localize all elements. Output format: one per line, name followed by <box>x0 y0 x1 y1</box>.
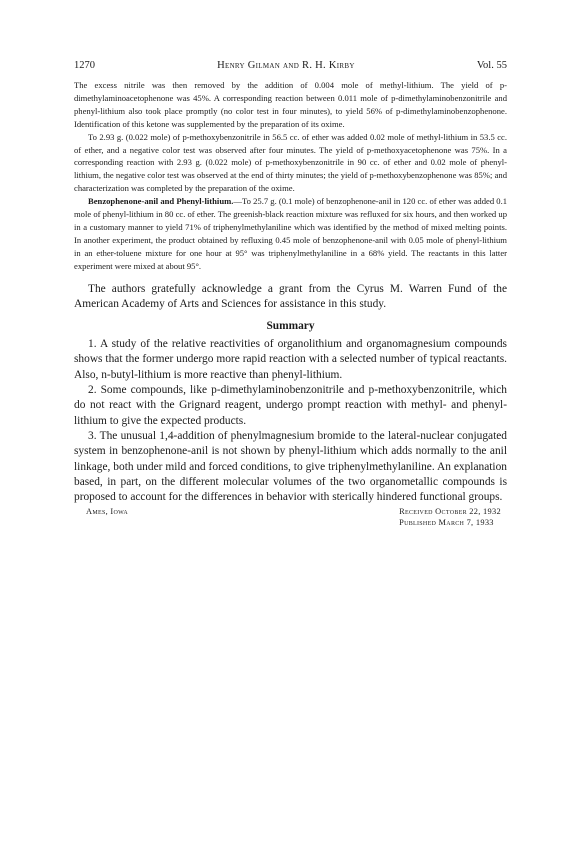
paragraph-benzophenone-anil <box>74 195 507 272</box>
running-head <box>74 60 507 71</box>
paragraph-nitrile-removal: The excess nitrile was then removed by the addition of 0.004 mole of methyl-lithium. The yield of p-dimethylaminoacetophenone was 45%. A corresponding reaction between 0.011 mole of p-dimethylaminobenzonitrile and phenyl-lithium also took place promptly (no color test in four minutes), to yield 56% of p-dimethylaminobenzophenone. Identification of this ketone was supplemented by the preparation of its oxime. <box>74 80 507 129</box>
acknowledgment: The authors gratefully acknowledge a grant from the Cyrus M. Warren Fund of the American Academy of Arts and Sciences for assistance in this study. <box>74 282 507 310</box>
journal-page <box>74 60 507 528</box>
summary-item-1: 1. A study of the relative reactivities of organolithium and organomagnesium compounds shows that the former undergo more rapid reaction with a selected number of typical reactants. Also, n-butyl-lithium is more reactive than phenyl-lithium. <box>74 338 507 381</box>
summary-heading: Summary <box>266 320 315 333</box>
footer <box>74 506 507 528</box>
footer-location: Ames, Iowa <box>86 507 129 517</box>
footer-dates <box>399 506 507 528</box>
volume-number: Vol. 55 <box>476 60 507 71</box>
page-number: 1270 <box>74 60 95 71</box>
benzophenone-anil-text: —To 25.7 g. (0.1 mole) of benzophenone-anil in 120 cc. of ether was added 0.1 mole of phenyl-lithium in 80 cc. of ether. The greenish-black reaction mixture was refluxed for six hours, and then worked up in a customary manner to yield 71% of triphenylmethylaniline which was identified by the method of mixed melting points. In another experiment, the product obtained by refluxing 0.45 mole of benzophenone-anil with 0.05 mole of phenyl-lithium in an ether-toluene mixture for one hour at 95° was triphenylmethylaniline in a 68% yield. The reactants in this latter experiment were mixed at about 95°. <box>74 196 508 271</box>
summary-item-2: 2. Some compounds, like p-dimethylaminobenzonitrile and p-methoxybenzonitrile, which do not react with the Grignard reagent, undergo prompt reaction with methyl- and phenyl-lithium to give the expected products. <box>74 384 507 427</box>
run-in-heading: Benzophenone-anil and Phenyl-lithium. <box>88 196 234 207</box>
running-head-authors: Henry Gilman and R. H. Kirby <box>217 60 355 71</box>
paragraph-methoxybenzonitrile: To 2.93 g. (0.022 mole) of p-methoxybenzonitrile in 56.5 cc. of ether was added 0.02 mole of methyl-lithium in 53.5 cc. of ether, and a negative color test was observed after four minutes. The yield of p-methoxyacetophenone was 75%. In a corresponding reaction with 2.93 g. (0.022 mole) of p-methoxybenzonitrile in 90 cc. of ether and 0.02 mole of phenyl-lithium, the negative color test was observed at the end of thirty minutes; the yield of p-methoxybenzophenone was 85%; and characterization was completed by the preparation of the oxime. <box>74 131 507 194</box>
published-date: Published March 7, 1933 <box>399 518 494 528</box>
summary-item-3: 3. The unusual 1,4-addition of phenylmagnesium bromide to the lateral-nuclear conjugated system in benzophenone-anil is not shown by phenyl-lithium which adds normally to the anil linkage, both under mild and forced conditions, to give triphenylmethylaniline. An explanation based, in part, on the different molecular volumes of the two organometallic compounds is proposed to account for the differences in behavior with sterically hindered functional groups. <box>74 429 507 504</box>
received-date: Received October 22, 1932 <box>399 507 501 517</box>
